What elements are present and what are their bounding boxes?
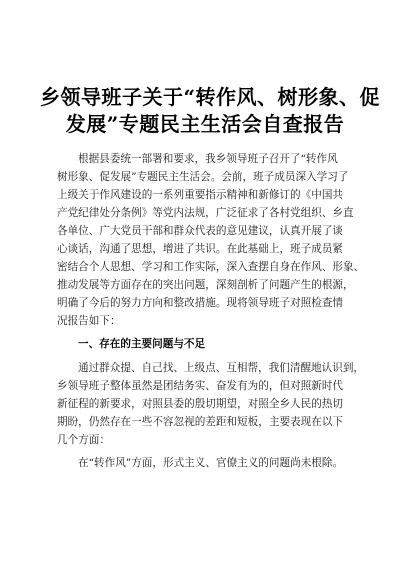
- paragraph-1-line: 密结合个人思想、学习和工作实际，深入查摆自身在作风、形象、: [57, 261, 365, 273]
- paragraph-1-line: 产党纪律处分条例》等党内法规，广泛征求了各村党组织、乡直: [57, 207, 354, 219]
- paragraph-2-line: 通过群众提、自己找、上级点、互相帮，我们清醒地认识到，: [78, 362, 365, 374]
- report-title-line-2: 发展”专题民主生活会自查报告: [65, 112, 345, 136]
- paragraph-2-line: 新征程的新要求，对照县委的殷切期望，对照全乡人民的热切: [57, 398, 344, 410]
- paragraph-1-line: 各单位、广大党员干部和群众代表的意见建议，认真开展了谈: [57, 225, 344, 237]
- paragraph-1-line: 根据县委统一部署和要求，我乡领导班子召开了“转作风: [78, 153, 338, 165]
- paragraph-2-line: 期盼，仍然存在一些不容忽视的差距和短板，主要表现在以下: [57, 416, 344, 428]
- paragraph-3-line: 在“转作风”方面，形式主义、官僚主义的问题尚未根除。: [78, 457, 344, 469]
- paragraph-1-line: 况报告如下：: [57, 315, 121, 327]
- paragraph-1-line: 推动发展等方面存在的突出问题，深刻剖析了问题产生的根源，: [57, 279, 354, 291]
- paragraph-1-line: 明确了今后的努力方向和整改措施。现将领导班子对照检查情: [57, 297, 344, 309]
- paragraph-1-line: 心谈话，沟通了思想，增进了共识。在此基础上，班子成员紧: [57, 243, 344, 255]
- section-heading: 一、存在的主要问题与不足: [78, 338, 206, 350]
- paragraph-2-line: 乡领导班子整体虽然是团结务实、奋发有为的，但对照新时代: [57, 380, 344, 392]
- paragraph-1-line: 树形象、促发展”专题民主生活会。会前，班子成员深入学习了: [57, 171, 349, 183]
- report-title-line-1: 乡领导班子关于“转作风、树形象、促: [40, 85, 381, 109]
- paragraph-2-line: 几个方面：: [57, 434, 110, 446]
- paragraph-1-line: 上级关于作风建设的一系列重要指示精神和新修订的《中国共: [57, 189, 344, 201]
